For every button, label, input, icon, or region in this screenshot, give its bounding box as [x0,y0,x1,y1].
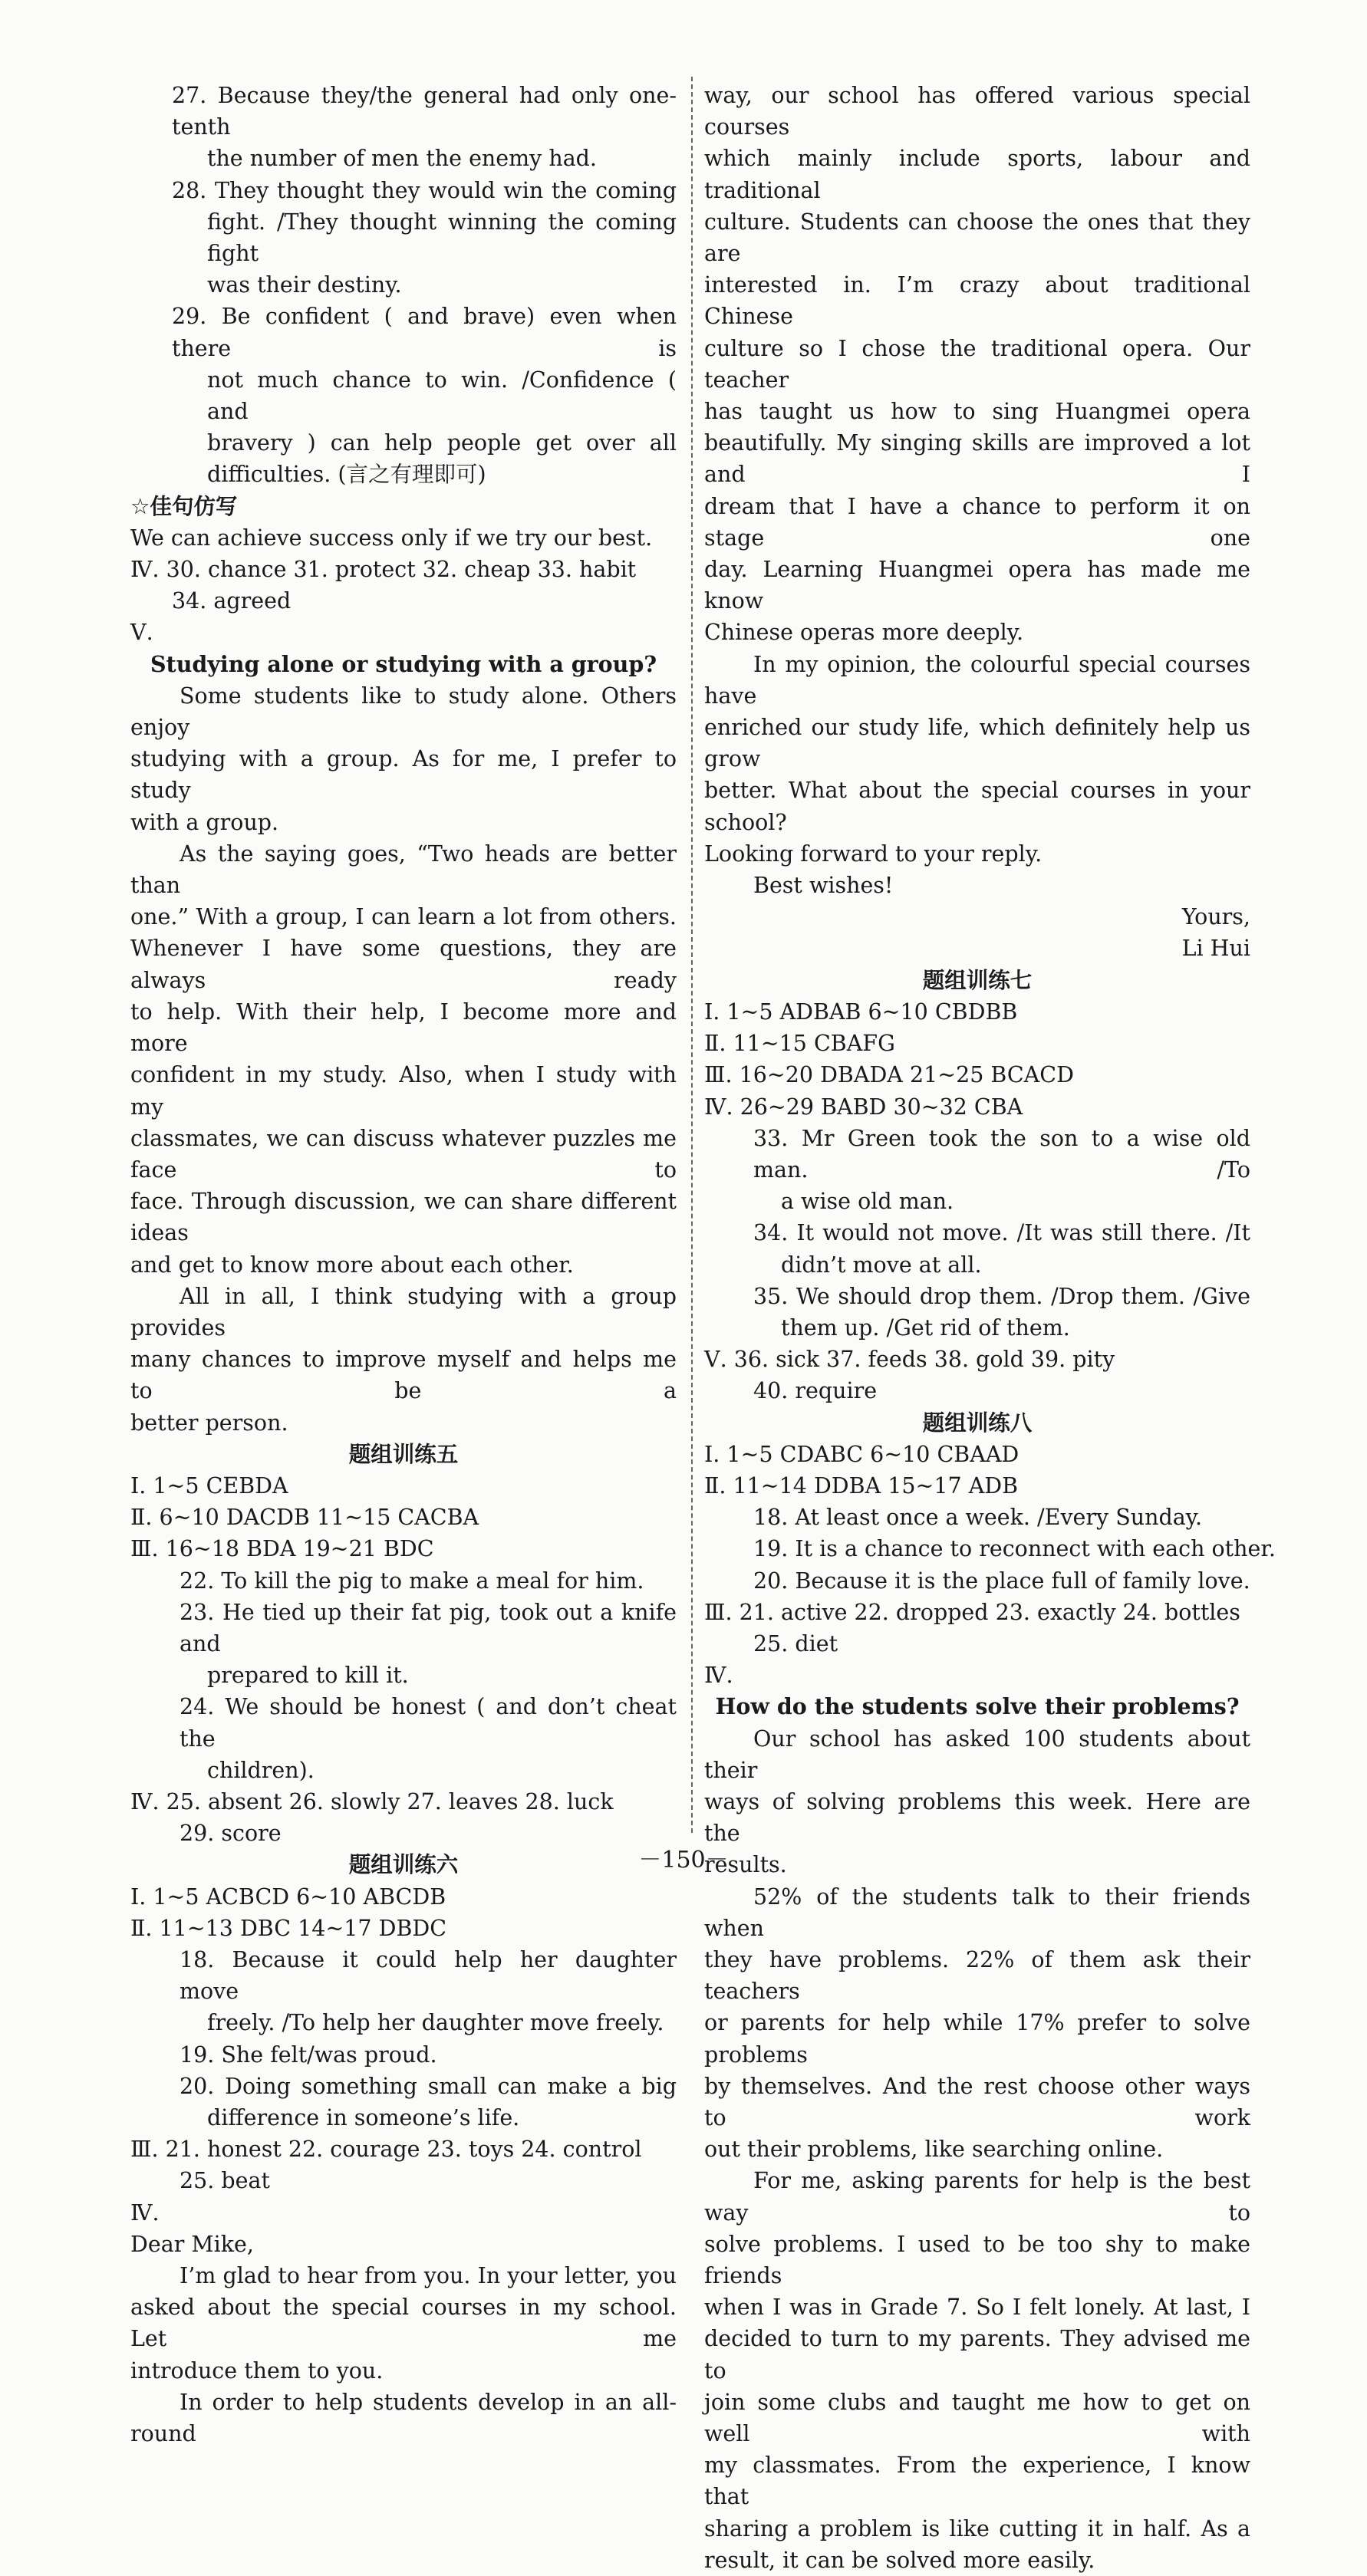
answer-line: 20. Doing something small can make a big [180,2073,677,2099]
answer-line: 29. score [180,1821,282,1847]
essay-line: join some clubs and taught me how to get on well with [704,2389,1250,2447]
essay-line: solve problems. I used to be too shy to make friends [704,2231,1250,2289]
answer-line: a wise old man. [781,1189,954,1215]
letter-line: Looking forward to your reply. [704,841,1043,867]
answer-line: not much chance to win. /Confidence ( and [207,367,677,425]
answer-line: freely. /To help her daughter move freely. [207,2010,664,2036]
essay-line: decided to turn to my parents. They advised me to [704,2326,1250,2384]
essay-line: or parents for help while 17% prefer to solve problems [704,2010,1250,2068]
essay-line: As the saying goes, “Two heads are better than [130,841,677,899]
answer-line: 18. Because it could help her daughter move [180,1946,677,2005]
answer-line: 34. agreed [172,588,292,614]
answer-line: bravery ) can help people get over all [207,430,677,456]
letter-line: Chinese operas more deeply. [704,620,1024,646]
answer-line: 24. We should be honest ( and don’t cheat the [180,1694,677,1752]
section-title-training-5: 题组训练五 [348,1441,459,1467]
answer-line: 34. It would not move. /It was still there. /It [753,1220,1250,1246]
answer-line: 25. beat [180,2168,270,2194]
answer-line: prepared to kill it. [207,1663,409,1689]
letter-line: dream that I have a chance to perform it on stage one [704,493,1250,551]
answer-line: Ⅰ. 1~5 ADBAB 6~10 CBDBB [704,998,1018,1025]
letter-line: introduce them to you. [130,2357,384,2384]
essay-title: How do the students solve their problems? [715,1693,1240,1720]
letter-line: better. What about the special courses in your school? [704,778,1250,835]
essay-line: result, it can be solved more easily. [704,2547,1095,2573]
answer-line: 19. She felt/was proud. [180,2041,437,2068]
section-label: Ⅴ. [130,620,153,646]
answer-line: 28. They thought they would win the coming [172,177,677,203]
essay-line: one.” With a group, I can learn a lot from others. [130,904,677,930]
answer-line: difference in someone’s life. [207,2105,520,2130]
essay-line: 52% of the students talk to their friends when [704,1883,1250,1941]
essay-line: For me, asking parents for help is the best way to [704,2168,1250,2226]
answer-line: children). [207,1757,315,1783]
answer-line: them up. /Get rid of them. [781,1314,1070,1341]
letter-line: asked about the special courses in my school. Let me [130,2295,677,2352]
letter-line: which mainly include sports, labour and traditional [704,146,1250,203]
letter-line: I’m glad to hear from you. In your letter, you [180,2263,677,2289]
answer-line: 40. require [753,1378,878,1404]
answer-line: We can achieve success only if we try our best. [130,525,653,551]
answer-line: didn’t move at all. [781,1252,982,1278]
section-label: Ⅳ. [704,1663,733,1689]
answer-line: Ⅲ. 16~18 BDA 19~21 BDC [130,1536,434,1562]
essay-line: out their problems, like searching online. [704,2137,1164,2163]
letter-line: beautifully. My singing skills are improved a lot and I [704,430,1250,488]
letter-line: enriched our study life, which definitely help us grow [704,715,1250,772]
answer-line: Ⅱ. 11~13 DBC 14~17 DBDC [130,1915,447,1941]
answer-line: 22. To kill the pig to make a meal for him. [180,1568,644,1594]
answer-line: Ⅳ. 30. chance 31. protect 32. cheap 33. habit [130,557,637,583]
letter-sign-off: Yours, [1181,904,1250,930]
essay-line: Whenever I have some questions, they are always ready [130,936,677,993]
letter-line: culture. Students can choose the ones that they are [704,209,1250,267]
essay-line: All in all, I think studying with a group provides [130,1283,677,1341]
answer-line: Ⅳ. 26~29 BABD 30~32 CBA [704,1094,1023,1120]
left-column [130,80,677,2449]
essay-line: sharing a problem is like cutting it in half. As a [704,2515,1250,2541]
answer-line: difficulties. (言之有理即可) [207,462,486,488]
section-heading-sentence-imitation: ☆佳句仿写 [130,493,238,519]
essay-line: when I was in Grade 7. So I felt lonely. At last, I [704,2295,1250,2321]
answer-line: 33. Mr Green took the son to a wise old man. /To [753,1125,1250,1183]
letter-greeting: Dear Mike, [130,2231,254,2257]
letter-line: In order to help students develop in an all-round [130,2389,677,2447]
right-column [704,80,1276,2576]
answer-line: 27. Because they/the general had only one-tenth [172,83,677,140]
answer-line: Ⅰ. 1~5 CEBDA [130,1472,288,1499]
answer-line: was their destiny. [207,272,402,298]
letter-closing: Best wishes! [753,873,894,899]
essay-line: ways of solving problems this week. Here are the [704,1788,1250,1847]
column-divider [691,77,693,1833]
section-label: Ⅳ. [130,2199,160,2226]
answer-line: Ⅲ. 21. active 22. dropped 23. exactly 24. bottles [704,1599,1240,1625]
essay-line: better person. [130,1410,288,1436]
answer-line: 23. He tied up their fat pig, took out a knife and [180,1599,677,1656]
answer-line: 20. Because it is the place full of family love. [753,1568,1250,1594]
essay-line: to help. With their help, I become more and more [130,998,677,1057]
section-title-training-8: 题组训练八 [922,1410,1033,1436]
section-title-training-7: 题组训练七 [922,967,1033,993]
answer-line: 35. We should drop them. /Drop them. /Give [753,1283,1250,1309]
answer-line: 18. At least once a week. /Every Sunday. [753,1505,1203,1531]
answer-line: fight. /They thought winning the coming fight [207,209,677,267]
essay-line: and get to know more about each other. [130,1252,574,1278]
answer-line: Ⅰ. 1~5 CDABC 6~10 CBAAD [704,1441,1019,1467]
answer-line: Ⅱ. 6~10 DACDB 11~15 CACBA [130,1505,479,1531]
essay-line: confident in my study. Also, when I study with my [130,1062,677,1120]
essay-title: Studying alone or studying with a group? [150,650,657,677]
essay-line: my classmates. From the experience, I know that [704,2453,1250,2510]
answer-line: Ⅲ. 16~20 DBADA 21~25 BCACD [704,1062,1074,1088]
page-number: －150－ [638,1847,729,1874]
answer-line: Ⅱ. 11~14 DDBA 15~17 ADB [704,1472,1019,1499]
letter-signature: Li Hui [1181,936,1250,962]
answer-line: 29. Be confident ( and brave) even when there is [172,304,677,361]
section-title-training-6: 题组训练六 [348,1852,459,1878]
answer-line: 19. It is a chance to reconnect with each other. [753,1536,1276,1562]
answer-line: Ⅳ. 25. absent 26. slowly 27. leaves 28. luck [130,1788,614,1814]
answer-line: Ⅲ. 21. honest 22. courage 23. toys 24. control [130,2137,642,2163]
letter-line: day. Learning Huangmei opera has made me know [704,557,1250,614]
essay-line: Some students like to study alone. Others enjoy [130,683,677,741]
essay-line: results. [704,1852,787,1878]
essay-line: they have problems. 22% of them ask their teachers [704,1946,1250,2005]
essay-line: Our school has asked 100 students about their [704,1726,1250,1783]
letter-line: has taught us how to sing Huangmei opera [704,399,1250,425]
answer-line: the number of men the enemy had. [207,146,597,172]
answer-line: Ⅰ. 1~5 ACBCD 6~10 ABCDB [130,1883,446,1910]
essay-line: face. Through discussion, we can share different ideas [130,1189,677,1246]
essay-line: classmates, we can discuss whatever puzzles me face to [130,1125,677,1183]
essay-line: with a group. [130,809,279,835]
essay-line: many chances to improve myself and helps me to be a [130,1347,677,1404]
letter-line: interested in. I’m crazy about traditional Chinese [704,272,1250,330]
answer-line: 25. diet [753,1630,838,1656]
answer-line: Ⅴ. 36. sick 37. feeds 38. gold 39. pity [704,1347,1115,1373]
answer-line: Ⅱ. 11~15 CBAFG [704,1031,895,1057]
essay-line: studying with a group. As for me, I prefer to study [130,746,677,804]
letter-line: way, our school has offered various special courses [704,83,1250,140]
letter-line: culture so I chose the traditional opera. Our teacher [704,335,1250,393]
essay-line: by themselves. And the rest choose other ways to work [704,2073,1250,2130]
letter-line: In my opinion, the colourful special courses have [704,651,1250,709]
